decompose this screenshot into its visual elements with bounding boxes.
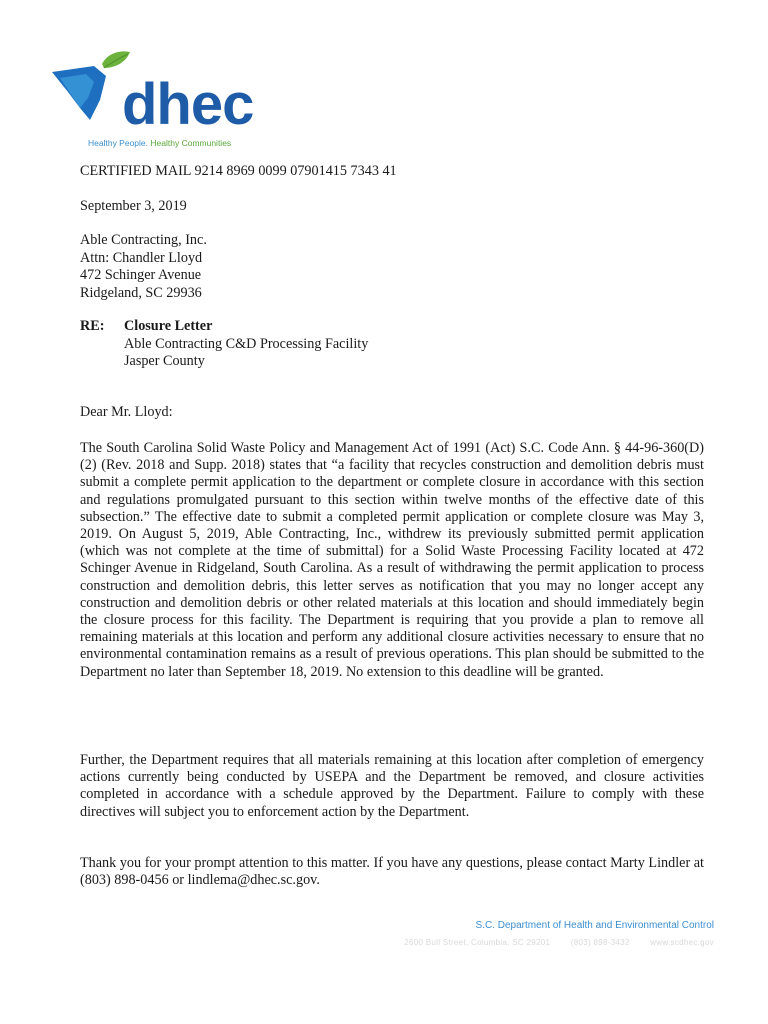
- logo-wordmark: dhec: [122, 72, 254, 137]
- salutation: Dear Mr. Lloyd:: [80, 404, 173, 420]
- footer-organization: S.C. Department of Health and Environmental Control: [475, 920, 714, 931]
- footer-phone: (803) 898-3432: [570, 938, 630, 947]
- address-line: Able Contracting, Inc.: [80, 232, 207, 248]
- logo-tagline-part2: Healthy Communities: [150, 138, 232, 148]
- logo-tagline: [88, 138, 231, 148]
- certified-mail-number: CERTIFIED MAIL 9214 8969 0099 07901415 7343 41: [80, 163, 397, 179]
- logo-tagline-part1: Healthy People.: [88, 138, 149, 148]
- address-line: Ridgeland, SC 29936: [80, 284, 202, 301]
- re-label: RE:: [80, 318, 105, 334]
- footer-contact: [404, 938, 714, 947]
- letter-date: September 3, 2019: [80, 198, 187, 214]
- address-line: Attn: Chandler Lloyd: [80, 249, 203, 266]
- subject-line: Jasper County: [124, 353, 205, 369]
- footer-address: 2600 Bull Street, Columbia, SC 29201: [404, 938, 551, 947]
- subject-title: Closure Letter: [124, 318, 213, 334]
- recipient-address: [80, 232, 207, 302]
- body-paragraph-2: Further, the Department requires that all materials remaining at this location after completion of emergency actions currently being conducted by USEPA and the Department be removed, and closure activities completed in accordance with a schedule approved by the Department. Failure to comply with these directives will subject you to enforcement action by the Department.: [80, 752, 704, 820]
- footer-website: www.scdhec.gov: [650, 938, 714, 947]
- address-line: 472 Schinger Avenue: [80, 267, 202, 283]
- body-paragraph-3: Thank you for your prompt attention to this matter. If you have any questions, please contact Marty Lindler at (803) 898-0456 or lindlema@dhec.sc.gov.: [80, 855, 704, 889]
- dhec-logo: [50, 50, 280, 150]
- subject-line: Able Contracting C&D Processing Facility: [124, 335, 369, 352]
- subject-block: [124, 318, 368, 371]
- body-paragraph-1: The South Carolina Solid Waste Policy and Management Act of 1991 (Act) S.C. Code Ann. § 44-96-360(D)(2) (Rev. 2018 and Supp. 2018) states that “a facility that recycles construction and demolition debris must submit a complete permit application to the department or complete closure in accordance with this section and regulations promulgated pursuant to this section within twelve months of the effective date of this subsection.” The effective date to submit a completed permit application or complete closure was May 3, 2019. On August 5, 2019, Able Contracting, Inc., withdrew its previously submitted permit application (which was not complete at the time of submittal) for a Solid Waste Processing Facility located at 472 Schinger Avenue in Ridgeland, South Carolina. As a result of withdrawing the permit application to process construction and demolition debris, this letter serves as notification that you may no longer accept any construction and demolition debris or other related materials at this location and should immediately begin the closure process for this facility. The Department is requiring that you provide a plan to remove all remaining materials at this location and perform any additional closure activities necessary to ensure that no environmental contamination remains as a result of previous operations. This plan should be submitted to the Department no later than September 18, 2019. No extension to this deadline will be granted.: [80, 440, 704, 680]
